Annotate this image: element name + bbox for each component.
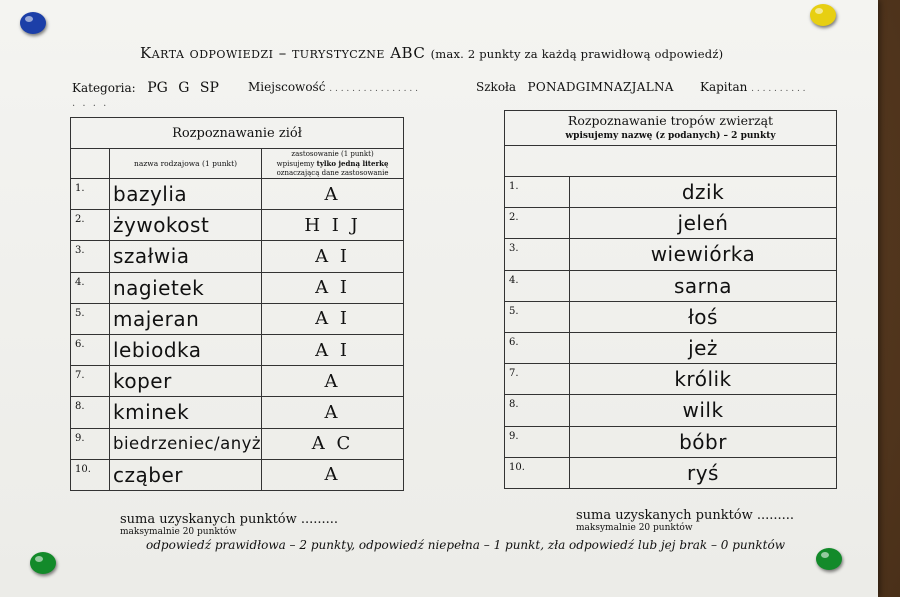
kapitan-dots: . . . . . . . . . .	[751, 84, 806, 94]
green-pushpin-icon	[30, 552, 56, 574]
herb-use-answer: A	[262, 366, 404, 397]
animal-name: jeż	[570, 332, 837, 363]
tracks-blank-row	[505, 146, 837, 177]
herb-row	[71, 334, 404, 365]
miejscowosc-field: Miejscowość . . . . . . . . . . . . . . . .	[248, 80, 418, 94]
herb-use-answer: A	[262, 397, 404, 428]
tracks-table	[504, 110, 837, 489]
animal-name: wiewiórka	[570, 239, 837, 270]
row-number: 1.	[71, 179, 110, 210]
kategoria-values: PG G SP	[147, 80, 219, 96]
herbs-use-header: zastosowanie (1 punkt) wpisujemy tylko jedną literkę oznaczającą dane zastosowanie	[262, 149, 404, 179]
herb-row	[71, 428, 404, 459]
animal-name: wilk	[570, 395, 837, 426]
row-number: 5.	[505, 301, 570, 332]
row-number: 7.	[71, 366, 110, 397]
row-number: 7.	[505, 364, 570, 395]
herbs-table	[70, 117, 404, 491]
kapitan-field: Kapitan . . . . . . . . . .	[700, 80, 806, 94]
miejscowosc-dots: . . . . . . . . . . . . . . . .	[329, 84, 418, 94]
tracks-table-subtitle: wpisujemy nazwę (z podanych) – 2 punkty	[565, 130, 776, 141]
herb-row	[71, 210, 404, 241]
row-number: 6.	[505, 332, 570, 363]
tracks-table-title: Rozpoznawanie tropów zwierząt	[567, 112, 774, 128]
herb-row	[71, 397, 404, 428]
herb-name: nagietek	[110, 272, 262, 303]
herb-use-answer: A I	[262, 303, 404, 334]
herb-name: koper	[110, 366, 262, 397]
row-number: 9.	[71, 428, 110, 459]
tracks-max-points: maksymalnie 20 punktów	[576, 523, 693, 533]
animal-name: jeleń	[570, 208, 837, 239]
blue-pushpin-icon	[20, 12, 46, 34]
herb-use-answer: A C	[262, 428, 404, 459]
track-row	[505, 208, 837, 239]
herbs-table-title: Rozpoznawanie ziół	[71, 118, 404, 149]
herb-name: żywokost	[110, 210, 262, 241]
herb-use-answer: H I J	[262, 210, 404, 241]
herb-row	[71, 179, 404, 210]
sheet-title-note: (max. 2 punkty za każdą prawidłową odpowiedź)	[430, 47, 724, 61]
track-row	[505, 364, 837, 395]
track-row	[505, 457, 837, 488]
row-number: 3.	[505, 239, 570, 270]
animal-name: ryś	[570, 457, 837, 488]
herb-name: bazylia	[110, 179, 262, 210]
herb-name: lebiodka	[110, 334, 262, 365]
row-number: 2.	[71, 210, 110, 241]
track-row	[505, 301, 837, 332]
row-number: 10.	[505, 457, 570, 488]
row-number: 5.	[71, 303, 110, 334]
animal-name: łoś	[570, 301, 837, 332]
track-row	[505, 270, 837, 301]
green-pushpin-icon	[816, 548, 842, 570]
herb-row	[71, 366, 404, 397]
herb-row	[71, 272, 404, 303]
track-row	[505, 177, 837, 208]
herb-name: kminek	[110, 397, 262, 428]
kapitan-dots-continued: . . . .	[72, 98, 109, 109]
row-number: 4.	[505, 270, 570, 301]
row-number: 2.	[505, 208, 570, 239]
animal-name: królik	[570, 364, 837, 395]
row-number: 6.	[71, 334, 110, 365]
row-number: 8.	[505, 395, 570, 426]
row-number: 9.	[505, 426, 570, 457]
animal-name: bóbr	[570, 426, 837, 457]
herb-use-answer: A I	[262, 241, 404, 272]
row-number: 8.	[71, 397, 110, 428]
herb-use-answer: A I	[262, 334, 404, 365]
herb-name: szałwia	[110, 241, 262, 272]
szkola-field: Szkoła PONADGIMNAZJALNA	[476, 80, 674, 94]
track-row	[505, 239, 837, 270]
tracks-sum: suma uzyskanych punktów ......... maksymalnie 20 punktów	[576, 508, 795, 533]
herb-row	[71, 459, 404, 490]
herbs-max-points: maksymalnie 20 punktów	[120, 527, 237, 537]
herb-name: cząber	[110, 459, 262, 490]
row-number: 1.	[505, 177, 570, 208]
herb-use-answer: A	[262, 459, 404, 490]
row-number: 3.	[71, 241, 110, 272]
scoring-rules: odpowiedź prawidłowa – 2 punkty, odpowiedź niepełna – 1 punkt, zła odpowiedź lub jej brak – 0 punktów	[146, 538, 785, 552]
herb-use-answer: A	[262, 179, 404, 210]
herb-row	[71, 241, 404, 272]
herbs-name-header: nazwa rodzajowa (1 punkt)	[110, 149, 262, 179]
tracks-table-header	[505, 111, 837, 146]
herb-name: biedrzeniec/anyż	[110, 428, 262, 459]
track-row	[505, 395, 837, 426]
animal-name: sarna	[570, 270, 837, 301]
herb-name: majeran	[110, 303, 262, 334]
herb-use-answer: A I	[262, 272, 404, 303]
herb-row	[71, 303, 404, 334]
szkola-value: PONADGIMNAZJALNA	[527, 80, 674, 94]
yellow-pushpin-icon	[810, 4, 836, 26]
animal-name: dzik	[570, 177, 837, 208]
row-number: 4.	[71, 272, 110, 303]
track-row	[505, 426, 837, 457]
herbs-sum: suma uzyskanych punktów ......... maksymalnie 20 punktów	[120, 512, 339, 537]
herbs-num-header	[71, 149, 110, 179]
kategoria-field: Kategoria: PG G SP	[72, 80, 219, 96]
row-number: 10.	[71, 459, 110, 490]
sheet-title: Karta odpowiedzi – turystyczne ABC (max. 2 punkty za każdą prawidłową odpowiedź)	[140, 44, 724, 62]
track-row	[505, 332, 837, 363]
